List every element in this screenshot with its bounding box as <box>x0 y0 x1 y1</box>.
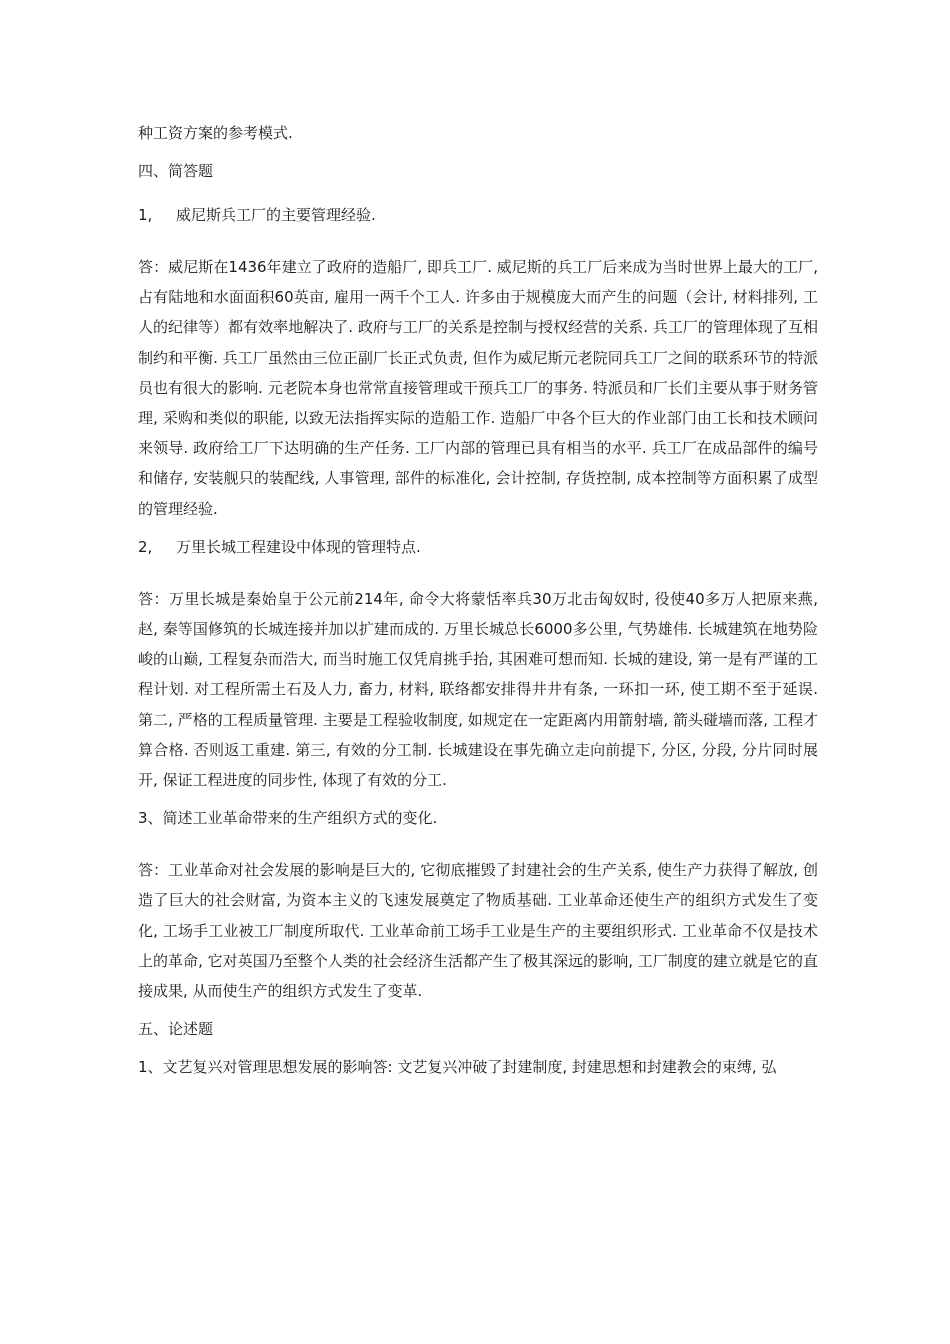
question-2-title: 万里长城工程建设中体现的管理特点. <box>176 537 421 556</box>
question-3-title: 3、简述工业革命带来的生产组织方式的变化. <box>138 809 438 828</box>
document-page <box>138 118 818 1082</box>
essay-1: 1、文艺复兴对管理思想发展的影响答: 文艺复兴冲破了封建制度, 封建思想和封建教会的束缚, 弘 <box>138 1058 777 1077</box>
question-2-number: 2, <box>138 537 153 556</box>
intro-line: 种工资方案的参考模式. <box>138 124 293 142</box>
answer-2: 答：万里长城是秦始皇于公元前214年, 命令大将蒙恬率兵30万北击匈奴时, 役使40多万人把原来燕, 赵, 秦等国修筑的长城连接并加以扩建而成的. 万里长城总长6000多公里, 气势雄伟. 长城建筑在地势险峻的山巅, 工程复杂而浩大, 而当时施工仅凭肩挑手抬, 其困难可想而知. 长城的建设, 第一是有严谨的工程计划. 对工程所需土石及人力, 畜力, 材料, 联络都安排得井井有条, 一环扣一环, 使工期不至于延误. 第二, 严格的工程质量管理. 主要是工程验收制度, 如规定在一定距离内用箭射墙, 箭头碰墙而落, 工程才算合格. 否则返工重建. 第三, 有效的分工制. 长城建设在事先确立走向前提下, 分区, 分段, 分片同时展开, 保证工程进度的同步性, 体现了有效的分工. <box>138 589 818 790</box>
question-1-number: 1, <box>138 206 153 224</box>
section-heading-short-answer: 四、简答题 <box>138 162 214 180</box>
section-heading-essay: 五、论述题 <box>138 1020 214 1039</box>
answer-1: 答：威尼斯在1436年建立了政府的造船厂, 即兵工厂. 威尼斯的兵工厂后来成为当时世界上最大的工厂, 占有陆地和水面面积60英亩, 雇用一两千个工人. 许多由于规模庞大而产生的问题（会计, 材料排列, 工人的纪律等）都有效率地解决了. 政府与工厂的关系是控制与授权经营的关系. 兵工厂的管理体现了互相制约和平衡. 兵工厂虽然由三位正副厂长正式负责, 但作为威尼斯元老院同兵工厂之间的联系环节的特派员也有很大的影响. 元老院本身也常常直接管理或干预兵工厂的事务. 特派员和厂长们主要从事于财务管理, 采购和类似的职能, 以致无法指挥实际的造船工作. 造船厂中各个巨大的作业部门由工长和技术顾问来领导. 政府给工厂下达明确的生产任务. 工厂内部的管理已具有相当的水平. 兵工厂在成品部件的编号和储存, 安装舰只的装配线, 人事管理, 部件的标准化, 会计控制, 存货控制, 成本控制等方面积累了成型的管理经验. <box>138 258 818 518</box>
question-1-title: 威尼斯兵工厂的主要管理经验. <box>176 206 376 224</box>
question-1 <box>138 200 818 230</box>
answer-3: 答：工业革命对社会发展的影响是巨大的, 它彻底摧毁了封建社会的生产关系, 使生产力获得了解放, 创造了巨大的社会财富, 为资本主义的飞速发展奠定了物质基础. 工业革命还使生产的组织方式发生了变化, 工场手工业被工厂制度所取代. 工业革命前工场手工业是生产的主要组织形式. 工业革命不仅是技术上的革命, 它对英国乃至整个人类的社会经济生活都产生了极其深远的影响, 工厂制度的建立就是它的直接成果, 从而使生产的组织方式发生了变革. <box>138 861 818 1001</box>
question-2 <box>138 532 818 562</box>
